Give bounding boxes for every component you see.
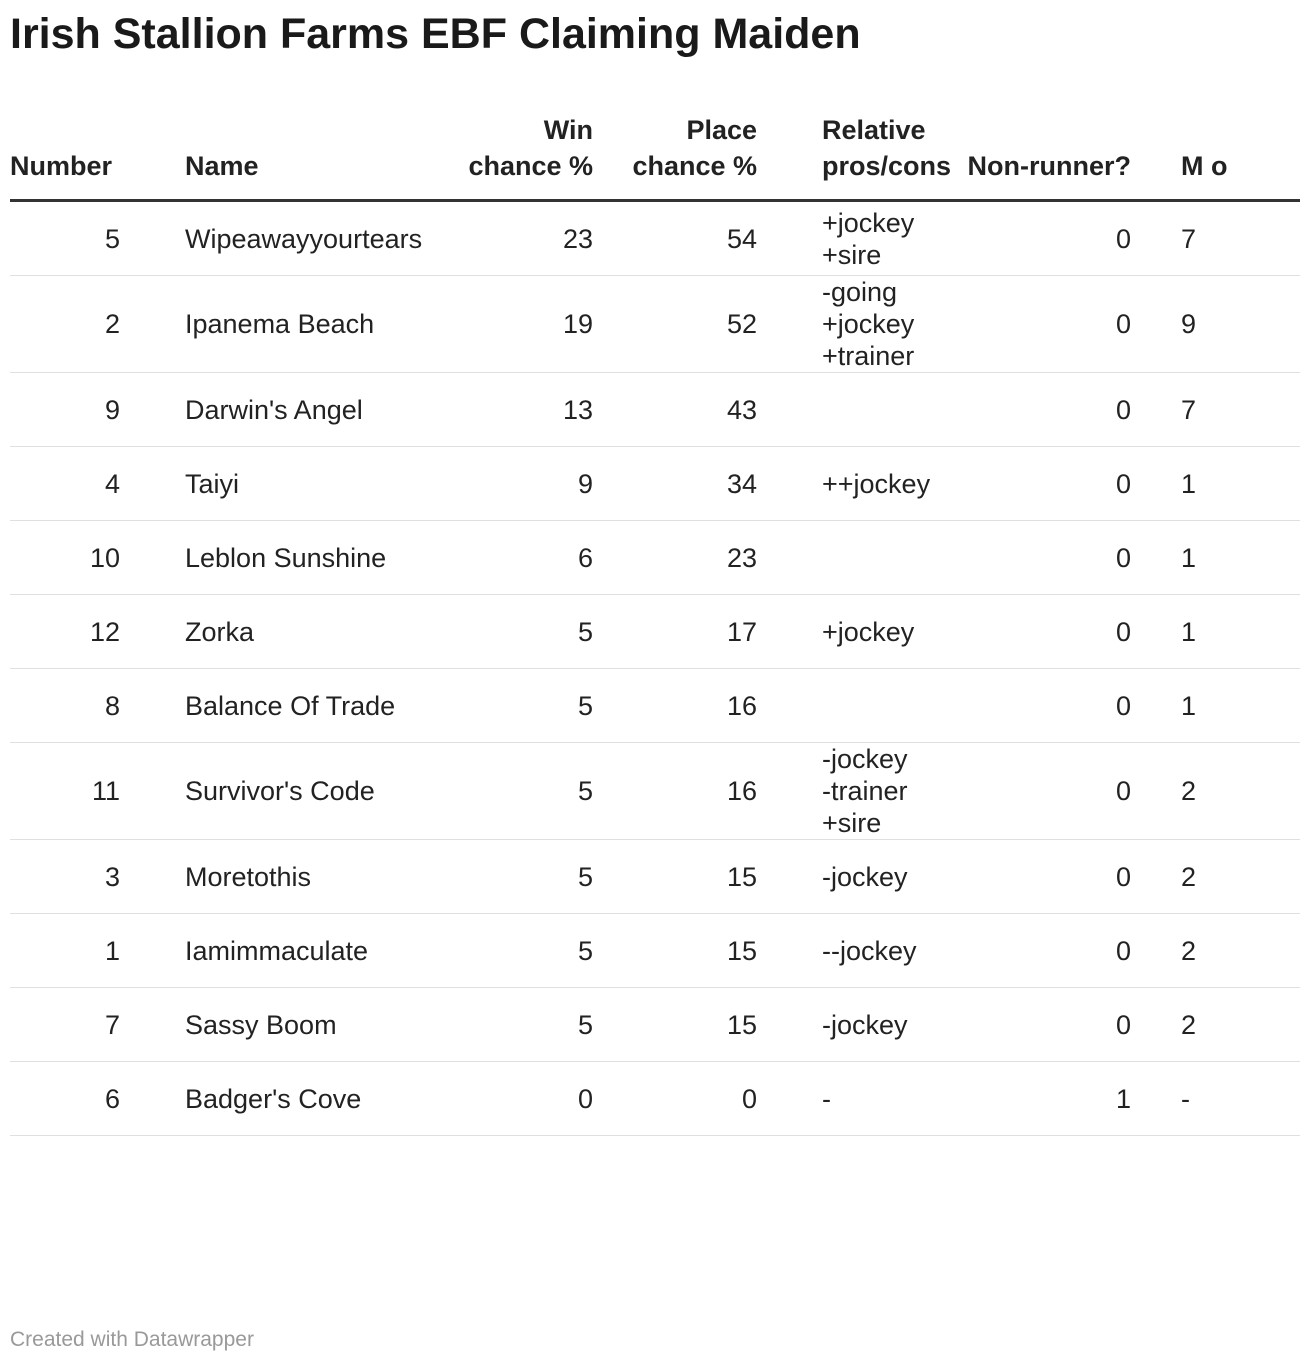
cell-win-chance: 5 xyxy=(455,988,593,1062)
cell-extra: 2 xyxy=(1131,840,1300,914)
cell-extra: 7 xyxy=(1131,373,1300,447)
header-row xyxy=(10,112,1300,201)
table-body xyxy=(10,201,1300,1136)
table-row xyxy=(10,373,1300,447)
table-row xyxy=(10,201,1300,276)
pros-cons-item: -jockey xyxy=(822,1009,908,1040)
cell-pros-cons xyxy=(757,840,946,914)
cell-pros-cons xyxy=(757,521,946,595)
cell-win-chance: 5 xyxy=(455,840,593,914)
cell-win-chance: 19 xyxy=(455,276,593,373)
cell-pros-cons xyxy=(757,669,946,743)
cell-pros-cons xyxy=(757,447,946,521)
pros-cons-item: -jockey xyxy=(822,861,908,892)
pros-cons-item: +jockey xyxy=(822,309,915,339)
cell-extra: 2 xyxy=(1131,743,1300,840)
cell-pros-cons xyxy=(757,743,946,840)
cell-place-chance: 15 xyxy=(593,914,757,988)
column-header-name: Name xyxy=(185,112,455,201)
cell-pros-cons xyxy=(757,988,946,1062)
table-row xyxy=(10,669,1300,743)
cell-pros-cons xyxy=(757,595,946,669)
pros-cons-item: +sire xyxy=(822,239,882,270)
pros-cons-item: +jockey xyxy=(822,207,915,238)
credit-footer: Created with Datawrapper xyxy=(10,1328,254,1351)
pros-cons-item: -trainer xyxy=(822,776,908,806)
pros-cons-item: +jockey xyxy=(822,616,915,647)
cell-name: Survivor's Code xyxy=(185,743,455,840)
cell-win-chance: 6 xyxy=(455,521,593,595)
pros-cons-item: -jockey xyxy=(822,744,908,774)
cell-non-runner: 0 xyxy=(946,201,1131,276)
cell-win-chance: 5 xyxy=(455,743,593,840)
cell-extra: 1 xyxy=(1131,521,1300,595)
cell-place-chance: 0 xyxy=(593,1062,757,1136)
table-row xyxy=(10,743,1300,840)
cell-extra: 1 xyxy=(1131,669,1300,743)
column-header-non-runner: Non-runner? xyxy=(946,112,1131,201)
results-table-container xyxy=(10,112,1228,1136)
cell-extra: 1 xyxy=(1131,447,1300,521)
cell-name: Sassy Boom xyxy=(185,988,455,1062)
cell-place-chance: 34 xyxy=(593,447,757,521)
table-row xyxy=(10,276,1300,373)
column-header-number: Number xyxy=(10,112,185,201)
cell-place-chance: 16 xyxy=(593,743,757,840)
pros-cons-item: +trainer xyxy=(822,341,915,371)
table-row xyxy=(10,840,1300,914)
cell-extra: 2 xyxy=(1131,914,1300,988)
cell-number: 6 xyxy=(10,1062,185,1136)
cell-number: 2 xyxy=(10,276,185,373)
cell-name: Iamimmaculate xyxy=(185,914,455,988)
cell-extra: 1 xyxy=(1131,595,1300,669)
cell-win-chance: 5 xyxy=(455,914,593,988)
cell-non-runner: 0 xyxy=(946,988,1131,1062)
cell-name: Badger's Cove xyxy=(185,1062,455,1136)
cell-non-runner: 0 xyxy=(946,669,1131,743)
cell-non-runner: 0 xyxy=(946,447,1131,521)
cell-number: 10 xyxy=(10,521,185,595)
cell-non-runner: 1 xyxy=(946,1062,1131,1136)
cell-name: Darwin's Angel xyxy=(185,373,455,447)
cell-name: Balance Of Trade xyxy=(185,669,455,743)
cell-extra: 9 xyxy=(1131,276,1300,373)
cell-win-chance: 5 xyxy=(455,669,593,743)
cell-win-chance: 5 xyxy=(455,595,593,669)
table-row xyxy=(10,914,1300,988)
results-table xyxy=(10,112,1300,1136)
cell-non-runner: 0 xyxy=(946,373,1131,447)
cell-number: 7 xyxy=(10,988,185,1062)
table-row xyxy=(10,521,1300,595)
cell-number: 11 xyxy=(10,743,185,840)
cell-name: Moretothis xyxy=(185,840,455,914)
cell-place-chance: 15 xyxy=(593,988,757,1062)
table-row xyxy=(10,988,1300,1062)
cell-pros-cons xyxy=(757,914,946,988)
column-header-win-chance: Win chance % xyxy=(455,112,593,201)
column-header-extra: M o xyxy=(1131,112,1300,201)
cell-win-chance: 23 xyxy=(455,201,593,276)
cell-win-chance: 9 xyxy=(455,447,593,521)
cell-number: 9 xyxy=(10,373,185,447)
table-row xyxy=(10,447,1300,521)
cell-pros-cons xyxy=(757,373,946,447)
cell-non-runner: 0 xyxy=(946,840,1131,914)
cell-name: Leblon Sunshine xyxy=(185,521,455,595)
cell-pros-cons xyxy=(757,201,946,276)
chart-title: Irish Stallion Farms EBF Claiming Maiden xyxy=(10,10,861,58)
cell-extra: 2 xyxy=(1131,988,1300,1062)
pros-cons-item: --jockey xyxy=(822,935,917,966)
cell-extra: 7 xyxy=(1131,201,1300,276)
cell-place-chance: 17 xyxy=(593,595,757,669)
cell-place-chance: 16 xyxy=(593,669,757,743)
column-header-place-chance: Place chance % xyxy=(593,112,757,201)
cell-non-runner: 0 xyxy=(946,595,1131,669)
table-row xyxy=(10,1062,1300,1136)
cell-place-chance: 15 xyxy=(593,840,757,914)
cell-number: 4 xyxy=(10,447,185,521)
cell-place-chance: 23 xyxy=(593,521,757,595)
cell-win-chance: 0 xyxy=(455,1062,593,1136)
cell-non-runner: 0 xyxy=(946,276,1131,373)
cell-number: 8 xyxy=(10,669,185,743)
cell-place-chance: 54 xyxy=(593,201,757,276)
cell-place-chance: 43 xyxy=(593,373,757,447)
cell-number: 12 xyxy=(10,595,185,669)
cell-non-runner: 0 xyxy=(946,743,1131,840)
cell-extra: - xyxy=(1131,1062,1300,1136)
cell-win-chance: 13 xyxy=(455,373,593,447)
pros-cons-item: +sire xyxy=(822,808,882,838)
cell-number: 1 xyxy=(10,914,185,988)
cell-pros-cons xyxy=(757,1062,946,1136)
pros-cons-item: -going xyxy=(822,277,898,307)
table-row xyxy=(10,595,1300,669)
column-header-pros-cons: Relative pros/cons xyxy=(757,112,946,201)
pros-cons-item: ++jockey xyxy=(822,468,931,499)
cell-non-runner: 0 xyxy=(946,914,1131,988)
pros-cons-item: - xyxy=(822,1083,831,1114)
cell-name: Ipanema Beach xyxy=(185,276,455,373)
cell-name: Zorka xyxy=(185,595,455,669)
cell-non-runner: 0 xyxy=(946,521,1131,595)
cell-number: 3 xyxy=(10,840,185,914)
cell-pros-cons xyxy=(757,276,946,373)
cell-name: Taiyi xyxy=(185,447,455,521)
cell-place-chance: 52 xyxy=(593,276,757,373)
cell-number: 5 xyxy=(10,201,185,276)
cell-name: Wipeawayyourtears xyxy=(185,201,455,276)
